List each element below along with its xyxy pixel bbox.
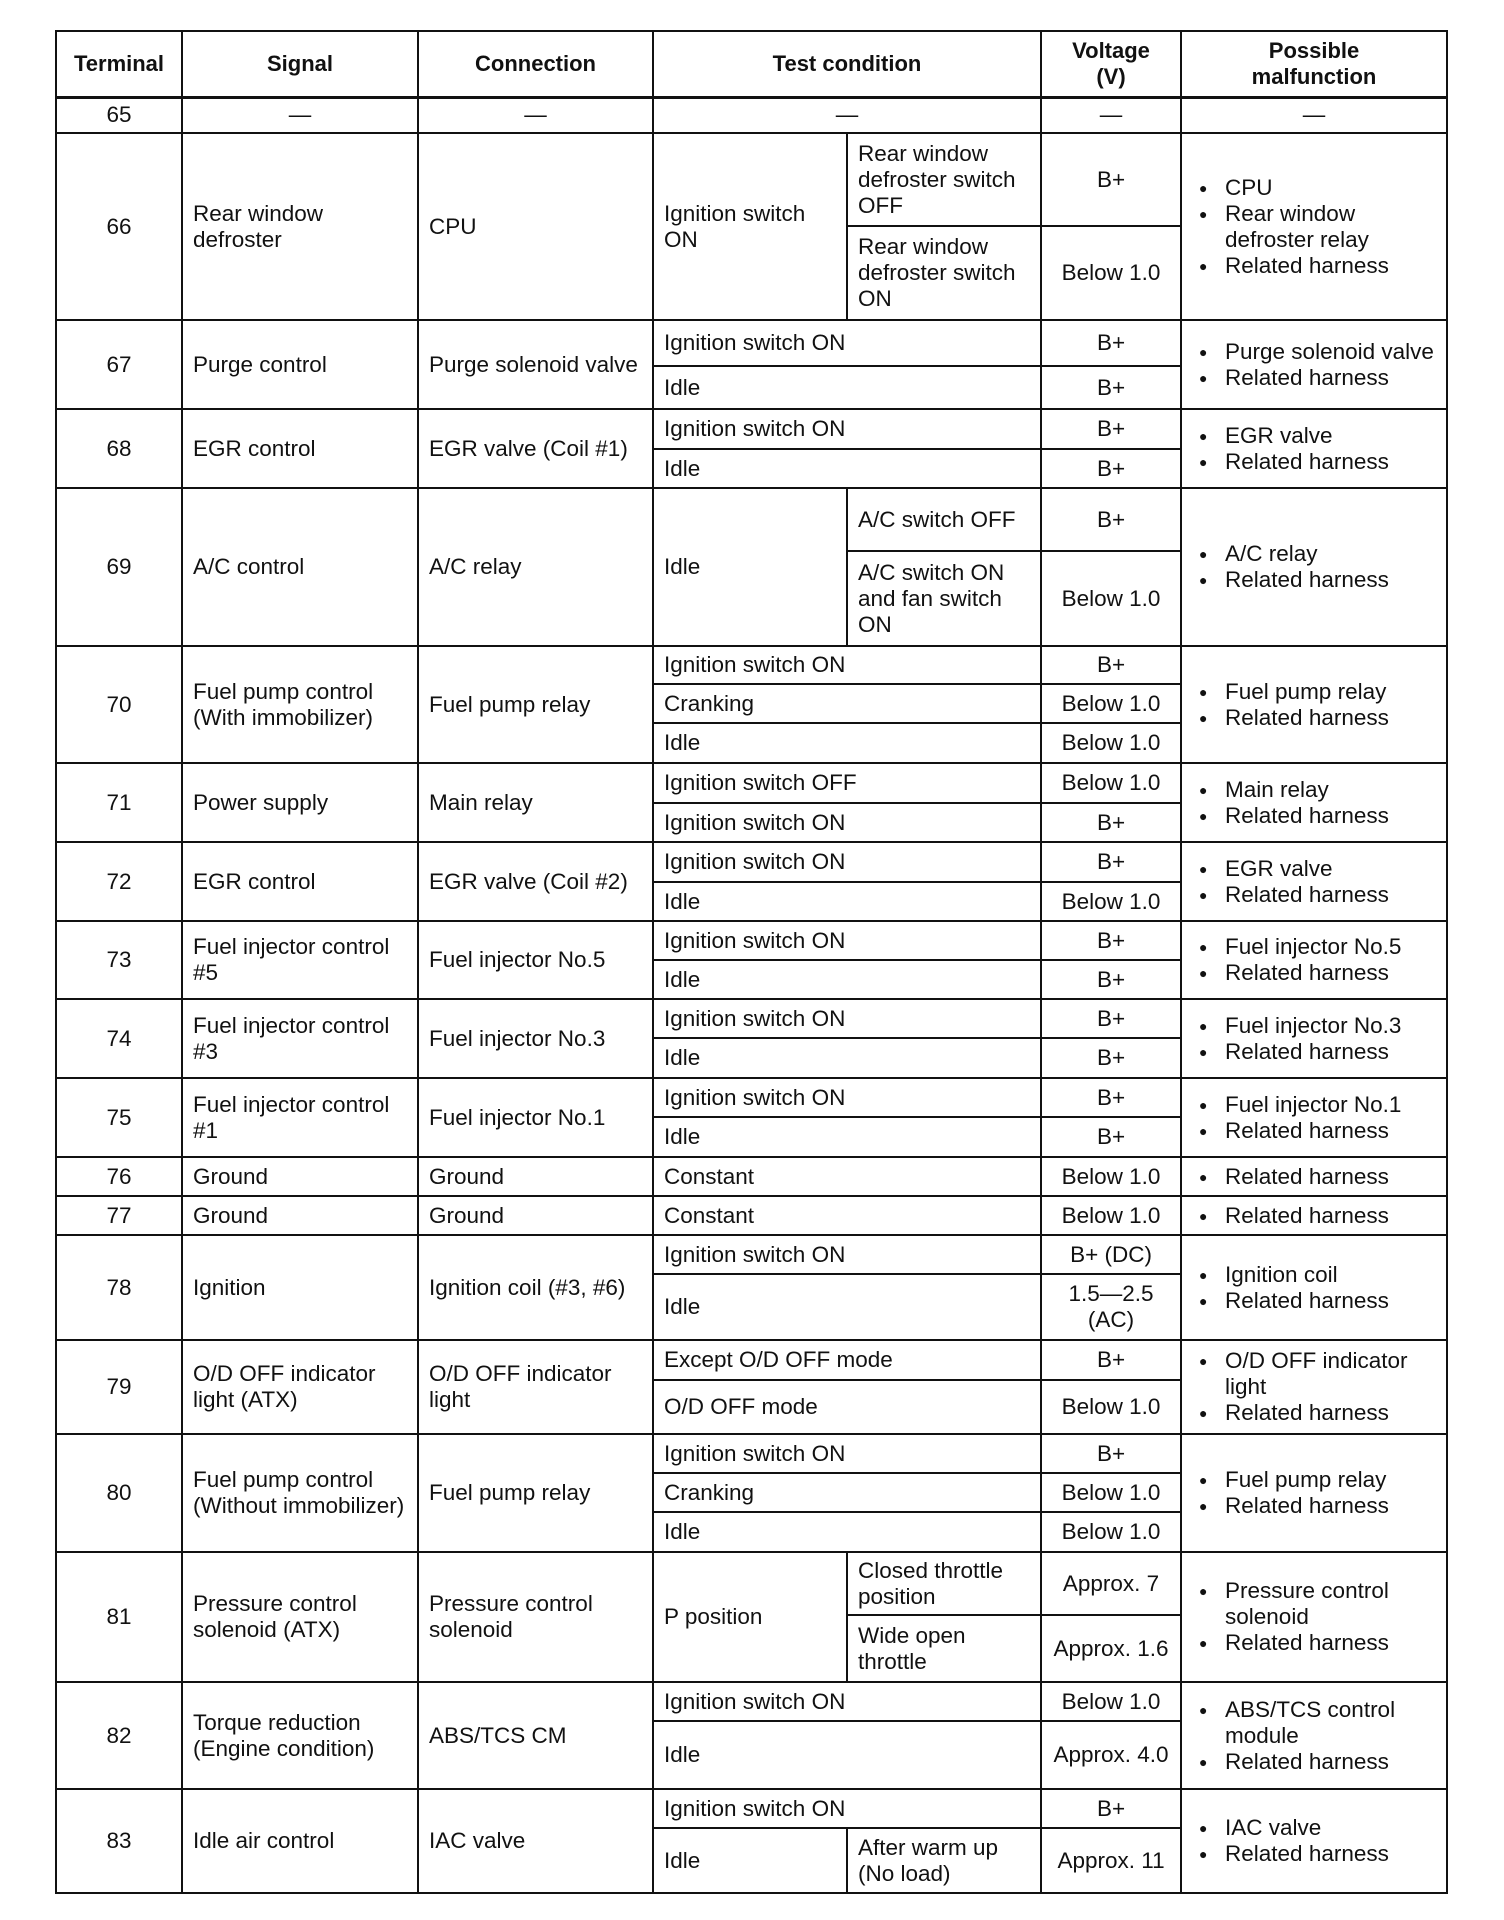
signal-cell: O/D OFF indicator light (ATX) bbox=[182, 1340, 418, 1434]
terminal-cell: 67 bbox=[56, 320, 182, 409]
signal-cell: Ground bbox=[182, 1157, 418, 1196]
malfunction-item: ● Related harness bbox=[1192, 567, 1436, 593]
connection-cell: IAC valve bbox=[418, 1789, 653, 1893]
header-terminal: Terminal bbox=[56, 31, 182, 97]
table-row bbox=[56, 1552, 1447, 1615]
test-condition-cell: Idle bbox=[653, 1038, 1041, 1078]
connection-cell: ABS/TCS CM bbox=[418, 1682, 653, 1789]
connection-cell: Ground bbox=[418, 1196, 653, 1235]
connection-cell: Fuel injector No.3 bbox=[418, 999, 653, 1078]
test-subcondition-cell: Closed throttle position bbox=[847, 1552, 1041, 1615]
test-condition-cell: Idle bbox=[653, 1721, 1041, 1789]
test-condition-cell: Ignition switch ON bbox=[653, 1789, 1041, 1828]
malfunction-item: ● Rear window defroster relay bbox=[1192, 201, 1436, 253]
malfunction-item: ● Related harness bbox=[1192, 365, 1436, 391]
voltage-cell: Approx. 11 bbox=[1041, 1828, 1181, 1893]
voltage-cell: B+ bbox=[1041, 646, 1181, 684]
signal-cell: Fuel injector control #5 bbox=[182, 921, 418, 999]
test-subcondition-cell: A/C switch OFF bbox=[847, 488, 1041, 551]
voltage-cell: Below 1.0 bbox=[1041, 882, 1181, 921]
voltage-cell: B+ bbox=[1041, 842, 1181, 882]
test-condition-cell: Idle bbox=[653, 449, 1041, 488]
test-condition-cell: Constant bbox=[653, 1157, 1041, 1196]
malfunction-item: ● Related harness bbox=[1192, 1630, 1436, 1656]
voltage-cell: B+ bbox=[1041, 1078, 1181, 1117]
voltage-cell: Approx. 1.6 bbox=[1041, 1615, 1181, 1682]
malfunction-cell bbox=[1181, 1552, 1447, 1682]
malfunction-cell bbox=[1181, 1078, 1447, 1157]
voltage-cell: Below 1.0 bbox=[1041, 1157, 1181, 1196]
connection-cell: Ignition coil (#3, #6) bbox=[418, 1235, 653, 1340]
malfunction-cell bbox=[1181, 1340, 1447, 1434]
malfunction-item: ● EGR valve bbox=[1192, 856, 1436, 882]
connection-cell: A/C relay bbox=[418, 488, 653, 646]
voltage-cell: 1.5—2.5 (AC) bbox=[1041, 1274, 1181, 1340]
terminal-cell: 68 bbox=[56, 409, 182, 488]
table-row bbox=[56, 1789, 1447, 1828]
voltage-cell: — bbox=[1041, 97, 1181, 133]
voltage-cell: B+ bbox=[1041, 1340, 1181, 1380]
malfunction-item: ● Fuel injector No.1 bbox=[1192, 1092, 1436, 1118]
test-condition-cell: Constant bbox=[653, 1196, 1041, 1235]
test-subcondition-cell: Wide open throttle bbox=[847, 1615, 1041, 1682]
test-condition-cell: Idle bbox=[653, 1117, 1041, 1157]
table-row bbox=[56, 97, 1447, 133]
malfunction-cell bbox=[1181, 1434, 1447, 1552]
malfunction-cell bbox=[1181, 646, 1447, 763]
malfunction-cell: — bbox=[1181, 97, 1447, 133]
terminal-cell: 73 bbox=[56, 921, 182, 999]
header-test-condition: Test condition bbox=[653, 31, 1041, 97]
malfunction-list bbox=[1192, 1578, 1436, 1656]
malfunction-item: ● Related harness bbox=[1192, 1203, 1436, 1229]
table-row bbox=[56, 1235, 1447, 1274]
voltage-cell: B+ bbox=[1041, 1789, 1181, 1828]
malfunction-cell bbox=[1181, 1196, 1447, 1235]
voltage-cell: Below 1.0 bbox=[1041, 1380, 1181, 1434]
signal-cell: Torque reduction (Engine condition) bbox=[182, 1682, 418, 1789]
voltage-cell: B+ bbox=[1041, 1038, 1181, 1078]
connection-cell: — bbox=[418, 97, 653, 133]
table-row bbox=[56, 646, 1447, 684]
voltage-cell: B+ (DC) bbox=[1041, 1235, 1181, 1274]
malfunction-list bbox=[1192, 1815, 1436, 1867]
voltage-cell: Approx. 7 bbox=[1041, 1552, 1181, 1615]
malfunction-item: ● Related harness bbox=[1192, 882, 1436, 908]
voltage-cell: B+ bbox=[1041, 803, 1181, 842]
malfunction-item: ● Pressure control solenoid bbox=[1192, 1578, 1436, 1630]
table-row bbox=[56, 1078, 1447, 1117]
malfunction-item: ● Related harness bbox=[1192, 1749, 1436, 1775]
test-subcondition-cell: After warm up (No load) bbox=[847, 1828, 1041, 1893]
malfunction-cell bbox=[1181, 409, 1447, 488]
voltage-cell: Below 1.0 bbox=[1041, 551, 1181, 646]
test-condition-cell: Idle bbox=[653, 960, 1041, 999]
signal-cell: Fuel injector control #3 bbox=[182, 999, 418, 1078]
test-condition-cell: Ignition switch ON bbox=[653, 409, 1041, 449]
test-condition-cell: Cranking bbox=[653, 684, 1041, 723]
voltage-cell: B+ bbox=[1041, 449, 1181, 488]
connection-cell: Main relay bbox=[418, 763, 653, 842]
signal-cell: Ignition bbox=[182, 1235, 418, 1340]
terminal-cell: 74 bbox=[56, 999, 182, 1078]
table-row bbox=[56, 1196, 1447, 1235]
signal-cell: Fuel pump control (Without immobilizer) bbox=[182, 1434, 418, 1552]
signal-cell: Fuel injector control #1 bbox=[182, 1078, 418, 1157]
test-condition-cell: P position bbox=[653, 1552, 847, 1682]
malfunction-list bbox=[1192, 777, 1436, 829]
malfunction-cell bbox=[1181, 999, 1447, 1078]
malfunction-item: ● Main relay bbox=[1192, 777, 1436, 803]
voltage-cell: B+ bbox=[1041, 1434, 1181, 1473]
malfunction-item: ● Related harness bbox=[1192, 1841, 1436, 1867]
terminal-cell: 77 bbox=[56, 1196, 182, 1235]
terminal-cell: 70 bbox=[56, 646, 182, 763]
terminal-cell: 75 bbox=[56, 1078, 182, 1157]
malfunction-cell bbox=[1181, 1235, 1447, 1340]
signal-cell: A/C control bbox=[182, 488, 418, 646]
table-row bbox=[56, 1682, 1447, 1721]
malfunction-item: ● Ignition coil bbox=[1192, 1262, 1436, 1288]
connection-cell: Purge solenoid valve bbox=[418, 320, 653, 409]
malfunction-item: ● CPU bbox=[1192, 175, 1436, 201]
malfunction-cell bbox=[1181, 488, 1447, 646]
test-condition-cell: Except O/D OFF mode bbox=[653, 1340, 1041, 1380]
test-condition-cell: O/D OFF mode bbox=[653, 1380, 1041, 1434]
test-condition-cell: Ignition switch OFF bbox=[653, 763, 1041, 803]
malfunction-list bbox=[1192, 1164, 1436, 1190]
malfunction-item: ● Fuel pump relay bbox=[1192, 679, 1436, 705]
terminal-cell: 81 bbox=[56, 1552, 182, 1682]
test-subcondition-cell: Rear window defroster switch ON bbox=[847, 226, 1041, 320]
terminal-cell: 78 bbox=[56, 1235, 182, 1340]
test-condition-cell: Idle bbox=[653, 1512, 1041, 1552]
malfunction-cell bbox=[1181, 320, 1447, 409]
malfunction-item: ● ABS/TCS control module bbox=[1192, 1697, 1436, 1749]
malfunction-item: ● Related harness bbox=[1192, 253, 1436, 279]
table-row bbox=[56, 320, 1447, 366]
test-condition-cell: Ignition switch ON bbox=[653, 133, 847, 320]
malfunction-cell bbox=[1181, 1789, 1447, 1893]
malfunction-item: ● Purge solenoid valve bbox=[1192, 339, 1436, 365]
malfunction-list bbox=[1192, 1697, 1436, 1775]
header-row bbox=[56, 31, 1447, 97]
voltage-cell: B+ bbox=[1041, 960, 1181, 999]
terminal-cell: 79 bbox=[56, 1340, 182, 1434]
voltage-cell: B+ bbox=[1041, 409, 1181, 449]
connection-cell: EGR valve (Coil #1) bbox=[418, 409, 653, 488]
malfunction-item: ● Related harness bbox=[1192, 1039, 1436, 1065]
table-row bbox=[56, 409, 1447, 449]
voltage-cell: Approx. 4.0 bbox=[1041, 1721, 1181, 1789]
malfunction-cell bbox=[1181, 842, 1447, 921]
malfunction-list bbox=[1192, 1203, 1436, 1229]
table-row bbox=[56, 763, 1447, 803]
table-row bbox=[56, 842, 1447, 882]
test-condition-cell: Ignition switch ON bbox=[653, 1682, 1041, 1721]
signal-cell: Fuel pump control (With immobilizer) bbox=[182, 646, 418, 763]
table-row bbox=[56, 921, 1447, 960]
test-condition-cell: Idle bbox=[653, 488, 847, 646]
test-subcondition-cell: A/C switch ON and fan switch ON bbox=[847, 551, 1041, 646]
malfunction-list bbox=[1192, 1262, 1436, 1314]
malfunction-list bbox=[1192, 423, 1436, 475]
voltage-cell: Below 1.0 bbox=[1041, 1473, 1181, 1512]
table-row bbox=[56, 1340, 1447, 1380]
connection-cell: Fuel injector No.5 bbox=[418, 921, 653, 999]
malfunction-list bbox=[1192, 679, 1436, 731]
voltage-cell: B+ bbox=[1041, 133, 1181, 226]
malfunction-list bbox=[1192, 541, 1436, 593]
voltage-cell: B+ bbox=[1041, 1117, 1181, 1157]
malfunction-cell bbox=[1181, 133, 1447, 320]
header-connection: Connection bbox=[418, 31, 653, 97]
test-condition-cell: Ignition switch ON bbox=[653, 842, 1041, 882]
test-condition-cell: Idle bbox=[653, 723, 1041, 763]
signal-cell: EGR control bbox=[182, 409, 418, 488]
test-condition-cell: Ignition switch ON bbox=[653, 1235, 1041, 1274]
table-row bbox=[56, 133, 1447, 226]
test-condition-cell: Cranking bbox=[653, 1473, 1041, 1512]
terminal-cell: 82 bbox=[56, 1682, 182, 1789]
malfunction-item: ● Related harness bbox=[1192, 803, 1436, 829]
malfunction-item: ● Related harness bbox=[1192, 960, 1436, 986]
test-condition-cell: Ignition switch ON bbox=[653, 1078, 1041, 1117]
malfunction-item: ● IAC valve bbox=[1192, 1815, 1436, 1841]
connection-cell: EGR valve (Coil #2) bbox=[418, 842, 653, 921]
terminal-cell: 83 bbox=[56, 1789, 182, 1893]
malfunction-list bbox=[1192, 1092, 1436, 1144]
malfunction-list bbox=[1192, 1467, 1436, 1519]
table-row bbox=[56, 1434, 1447, 1473]
table-row bbox=[56, 1157, 1447, 1196]
header-voltage: Voltage (V) bbox=[1041, 31, 1181, 97]
connection-cell: Pressure control solenoid bbox=[418, 1552, 653, 1682]
signal-cell: Ground bbox=[182, 1196, 418, 1235]
malfunction-cell bbox=[1181, 1682, 1447, 1789]
voltage-cell: B+ bbox=[1041, 488, 1181, 551]
test-condition-cell: Ignition switch ON bbox=[653, 646, 1041, 684]
test-condition-cell: Ignition switch ON bbox=[653, 803, 1041, 842]
malfunction-item: ● Related harness bbox=[1192, 705, 1436, 731]
malfunction-item: ● Related harness bbox=[1192, 1400, 1436, 1426]
voltage-cell: B+ bbox=[1041, 320, 1181, 366]
signal-cell: EGR control bbox=[182, 842, 418, 921]
connection-cell: O/D OFF indicator light bbox=[418, 1340, 653, 1434]
terminal-cell: 69 bbox=[56, 488, 182, 646]
voltage-cell: Below 1.0 bbox=[1041, 763, 1181, 803]
malfunction-item: ● Fuel pump relay bbox=[1192, 1467, 1436, 1493]
table-row bbox=[56, 488, 1447, 551]
malfunction-item: ● EGR valve bbox=[1192, 423, 1436, 449]
test-condition-cell: Idle bbox=[653, 366, 1041, 409]
test-condition-cell: Idle bbox=[653, 1828, 847, 1893]
table-row bbox=[56, 999, 1447, 1038]
terminal-cell: 65 bbox=[56, 97, 182, 133]
terminal-table bbox=[55, 30, 1448, 1894]
test-condition-cell: Ignition switch ON bbox=[653, 921, 1041, 960]
malfunction-list bbox=[1192, 175, 1436, 279]
voltage-cell: B+ bbox=[1041, 366, 1181, 409]
signal-cell: Pressure control solenoid (ATX) bbox=[182, 1552, 418, 1682]
terminal-cell: 80 bbox=[56, 1434, 182, 1552]
malfunction-item: ● O/D OFF indicator light bbox=[1192, 1348, 1436, 1400]
malfunction-item: ● Related harness bbox=[1192, 1288, 1436, 1314]
voltage-cell: Below 1.0 bbox=[1041, 1196, 1181, 1235]
malfunction-cell bbox=[1181, 921, 1447, 999]
voltage-cell: Below 1.0 bbox=[1041, 1682, 1181, 1721]
malfunction-item: ● Fuel injector No.5 bbox=[1192, 934, 1436, 960]
malfunction-item: ● Related harness bbox=[1192, 1164, 1436, 1190]
malfunction-cell bbox=[1181, 763, 1447, 842]
connection-cell: Fuel pump relay bbox=[418, 646, 653, 763]
malfunction-list bbox=[1192, 934, 1436, 986]
voltage-cell: B+ bbox=[1041, 921, 1181, 960]
table-body bbox=[56, 97, 1447, 1893]
voltage-cell: Below 1.0 bbox=[1041, 226, 1181, 320]
malfunction-list bbox=[1192, 856, 1436, 908]
malfunction-list bbox=[1192, 1013, 1436, 1065]
malfunction-cell bbox=[1181, 1157, 1447, 1196]
header-signal: Signal bbox=[182, 31, 418, 97]
terminal-cell: 71 bbox=[56, 763, 182, 842]
test-condition-cell: Ignition switch ON bbox=[653, 999, 1041, 1038]
voltage-cell: Below 1.0 bbox=[1041, 684, 1181, 723]
malfunction-list bbox=[1192, 339, 1436, 391]
malfunction-item: ● Related harness bbox=[1192, 1493, 1436, 1519]
connection-cell: Ground bbox=[418, 1157, 653, 1196]
signal-cell: Idle air control bbox=[182, 1789, 418, 1893]
connection-cell: Fuel injector No.1 bbox=[418, 1078, 653, 1157]
test-condition-cell: Idle bbox=[653, 882, 1041, 921]
header-malfunction: Possible malfunction bbox=[1181, 31, 1447, 97]
malfunction-item: ● A/C relay bbox=[1192, 541, 1436, 567]
malfunction-item: ● Related harness bbox=[1192, 449, 1436, 475]
terminal-cell: 76 bbox=[56, 1157, 182, 1196]
test-condition-cell: Ignition switch ON bbox=[653, 1434, 1041, 1473]
signal-cell: Purge control bbox=[182, 320, 418, 409]
test-condition-cell: Idle bbox=[653, 1274, 1041, 1340]
malfunction-item: ● Fuel injector No.3 bbox=[1192, 1013, 1436, 1039]
signal-cell: Rear window defroster bbox=[182, 133, 418, 320]
test-condition-cell: Ignition switch ON bbox=[653, 320, 1041, 366]
malfunction-list bbox=[1192, 1348, 1436, 1426]
connection-cell: Fuel pump relay bbox=[418, 1434, 653, 1552]
test-subcondition-cell: Rear window defroster switch OFF bbox=[847, 133, 1041, 226]
signal-cell: — bbox=[182, 97, 418, 133]
test-condition-cell: — bbox=[653, 97, 1041, 133]
voltage-cell: Below 1.0 bbox=[1041, 1512, 1181, 1552]
terminal-cell: 72 bbox=[56, 842, 182, 921]
voltage-cell: B+ bbox=[1041, 999, 1181, 1038]
malfunction-item: ● Related harness bbox=[1192, 1118, 1436, 1144]
signal-cell: Power supply bbox=[182, 763, 418, 842]
voltage-cell: Below 1.0 bbox=[1041, 723, 1181, 763]
terminal-cell: 66 bbox=[56, 133, 182, 320]
connection-cell: CPU bbox=[418, 133, 653, 320]
